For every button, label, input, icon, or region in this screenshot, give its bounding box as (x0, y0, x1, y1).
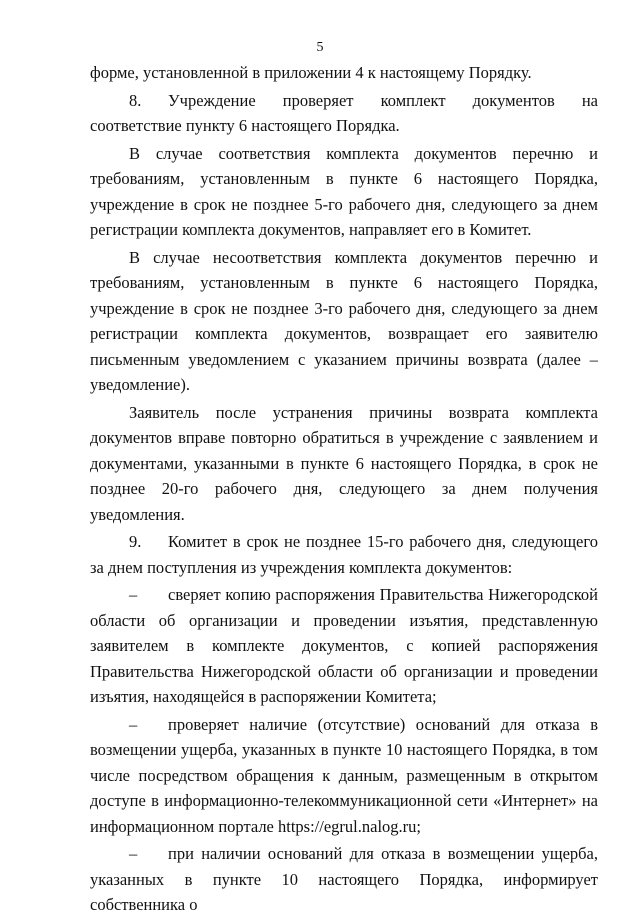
paragraph-continuation (90, 60, 598, 86)
page-number: 5 (316, 40, 324, 55)
paragraph-text: В случае соответствия комплекта документов перечню и требованиям, установленным в пункте 6 настоящего Порядка, учреждение в срок не позднее 5-го рабочего дня, следующего за днем регистрации комплекта документов, направляет его в Комитет. (90, 143, 598, 239)
list-item-text: сверяет копию распоряжения Правительства Нижегородской области об организации и проведении изъятия, представленную заявителем в комплекте документов, с копией распоряжения Правительства Нижегородской области об организации и проведении изъятия, находящейся в распоряжении Комитета; (90, 585, 598, 706)
list-dash: – (129, 714, 138, 734)
paragraph-text: Заявитель после устранения причины возврата комплекта документов вправе повторно обратиться в учреждение с заявлением и документами, указанными в пункте 6 настоящего Порядка, в срок не позднее 20-го рабочего дня, следующего за днем получения уведомления. (90, 402, 598, 524)
paragraph-text: Учреждение проверяет комплект документов на соответствие пункту 6 настоящего Порядка. (90, 90, 598, 135)
list-dash: – (129, 585, 138, 604)
list-item (90, 712, 598, 840)
paragraph-noncompliance (90, 245, 598, 398)
paragraph-text: В случае несоответствия комплекта документов перечню и требованиям, установленным в пункте 6 настоящего Порядка, учреждение в срок не позднее 3-го рабочего дня, следующего за днем регистрации комплекта документов, возвращает его заявителю письменным уведомлением с указанием причины возврата (далее – уведомление). (90, 247, 598, 394)
paragraph-number: 9. (129, 532, 142, 551)
paragraph-number: 8. (129, 90, 142, 110)
paragraph-resubmission (90, 400, 598, 528)
document-body (90, 60, 598, 918)
paragraph-text: форме, установленной в приложении 4 к настоящему Порядку. (90, 63, 532, 82)
list-item-text: проверяет наличие (отсутствие) оснований для отказа в возмещении ущерба, указанных в пункте 10 настоящего Порядка, в том числе посредством обращения к данным, размещенным в открытом доступе в информационно-телекоммуникационной сети «Интернет» на информационном портале https://egrul.nalog.ru; (90, 714, 598, 836)
list-item (90, 582, 598, 710)
paragraph-text: Комитет в срок не позднее 15-го рабочего дня, следующего за днем поступления из учреждения комплекта документов: (90, 532, 598, 577)
list-dash: – (129, 844, 138, 863)
list-item-text: при наличии оснований для отказа в возмещении ущерба, указанных в пункте 10 настоящего Порядка, информирует собственника о (90, 844, 598, 914)
numbered-paragraph-9 (90, 529, 598, 580)
numbered-paragraph-8 (90, 88, 598, 139)
list-item (90, 841, 598, 918)
paragraph-compliance (90, 141, 598, 243)
